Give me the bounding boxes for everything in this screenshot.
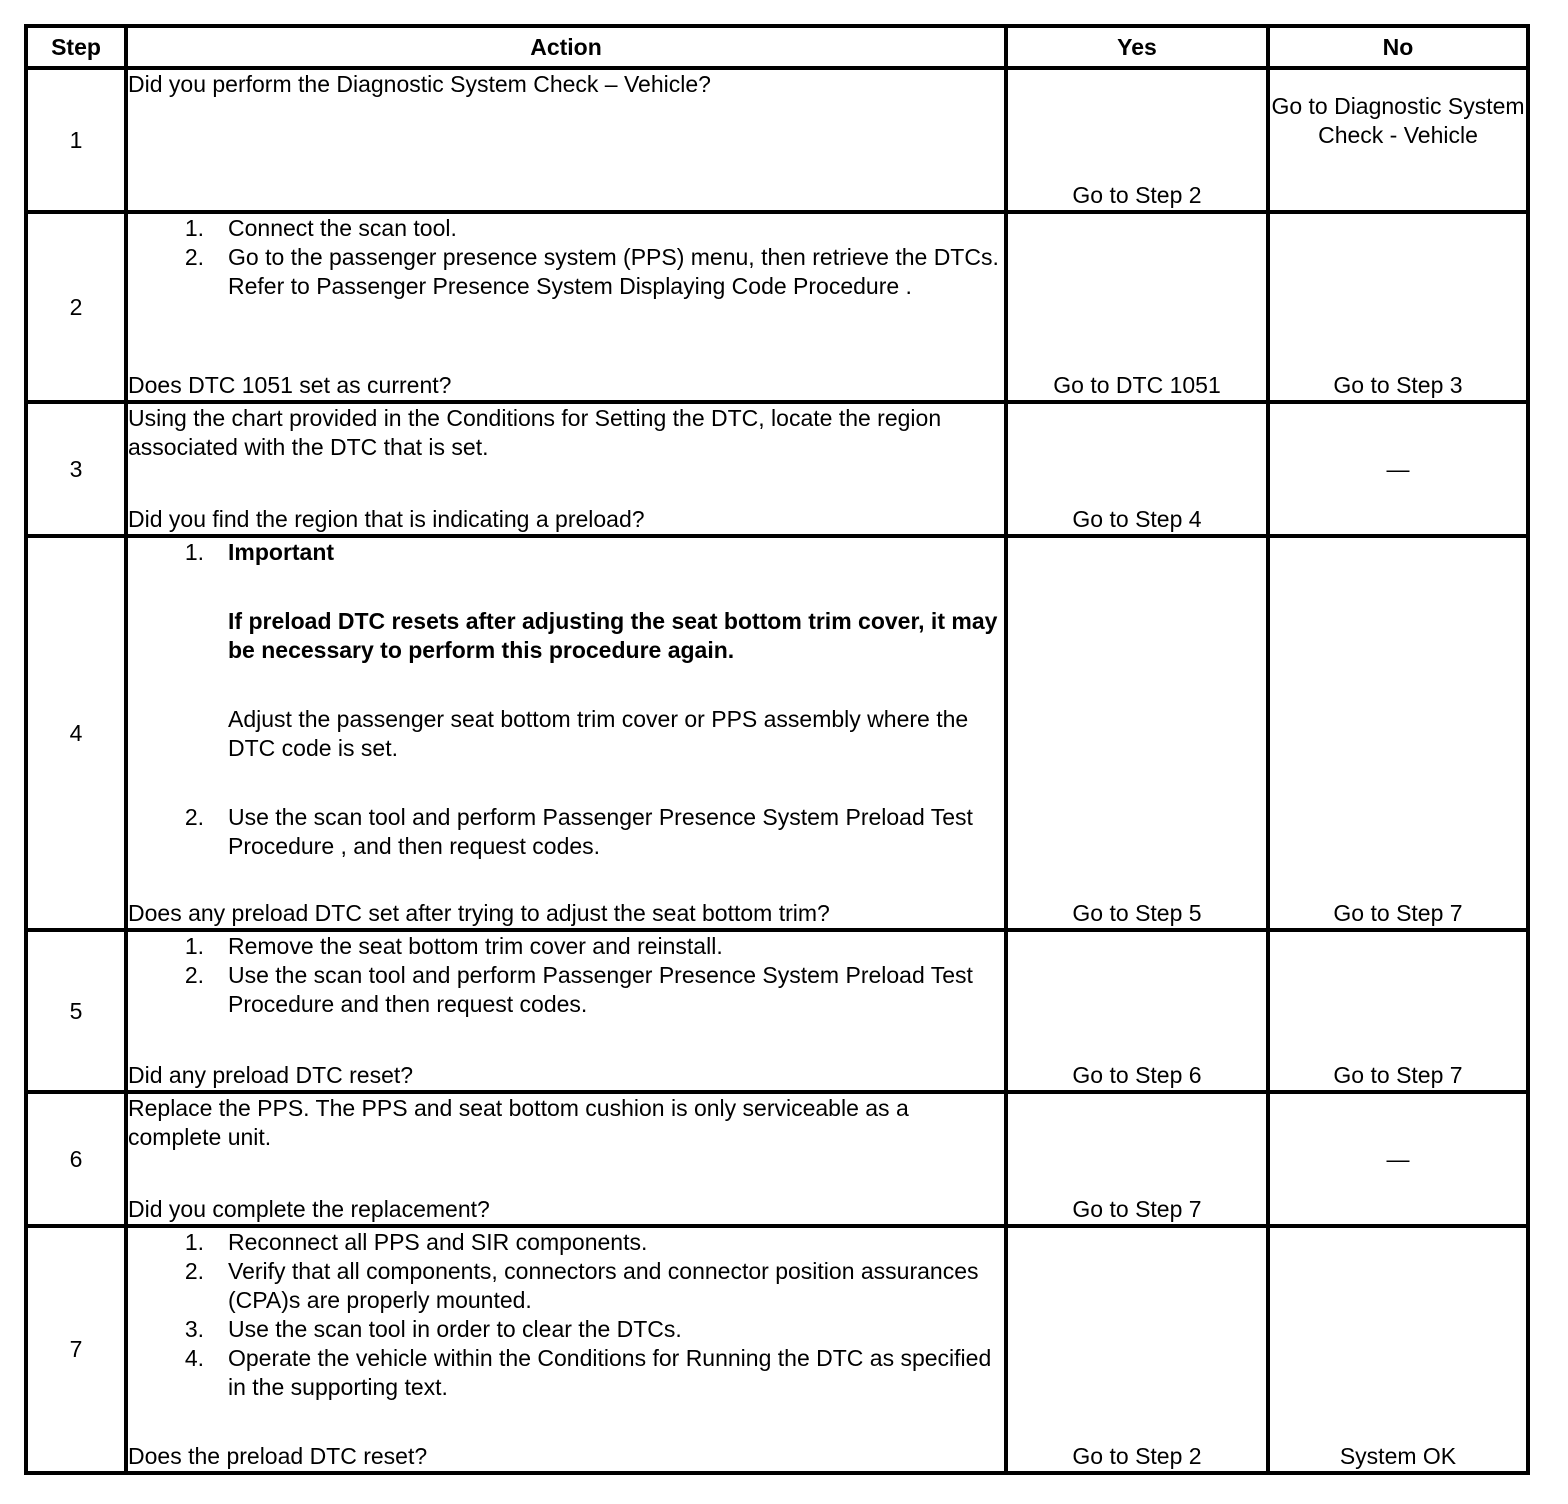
list-item-number: 1. bbox=[184, 933, 204, 959]
table-row bbox=[26, 536, 1528, 930]
list-item-text: Go to the passenger presence system (PPS) menu, then retrieve the DTCs. Refer to Passenger Presence System Displaying Code Procedure . bbox=[228, 244, 999, 299]
list-item bbox=[128, 932, 1004, 961]
action-text: Did you perform the Diagnostic System Check – Vehicle? bbox=[128, 71, 711, 97]
header-yes: Yes bbox=[1006, 26, 1268, 68]
action-question: Did you find the region that is indicating a preload? bbox=[128, 506, 645, 532]
action-steps-list bbox=[128, 214, 1004, 301]
list-item-text: Remove the seat bottom trim cover and reinstall. bbox=[228, 933, 723, 959]
list-item-text: Verify that all components, connectors and connector position assurances (CPA)s are properly mounted. bbox=[228, 1258, 979, 1313]
action-question: Did you complete the replacement? bbox=[128, 1196, 490, 1222]
list-item bbox=[128, 1344, 1004, 1402]
no-result: Go to Diagnostic System Check - Vehicle bbox=[1268, 68, 1528, 212]
list-item bbox=[128, 214, 1004, 243]
header-step: Step bbox=[26, 26, 126, 68]
list-item-number: 1. bbox=[184, 539, 204, 565]
header-row bbox=[26, 26, 1528, 68]
yes-result: Go to Step 2 bbox=[1006, 68, 1268, 212]
action-steps-list bbox=[128, 932, 1004, 1019]
list-item-text: Use the scan tool in order to clear the DTCs. bbox=[228, 1316, 682, 1342]
no-result: — bbox=[1268, 1092, 1528, 1226]
list-item bbox=[128, 1257, 1004, 1315]
table-row bbox=[26, 68, 1528, 212]
yes-result: Go to Step 5 bbox=[1006, 536, 1268, 930]
no-result: — bbox=[1268, 402, 1528, 536]
list-item-number: 3. bbox=[184, 1316, 204, 1342]
list-item-number: 2. bbox=[184, 804, 204, 830]
action-cell bbox=[126, 1092, 1006, 1226]
action-steps-list bbox=[128, 538, 1004, 861]
important-text: If preload DTC resets after adjusting the seat bottom trim cover, it may be necessary to perform this procedure again. bbox=[228, 608, 998, 663]
diagnostic-table bbox=[24, 24, 1530, 1475]
list-item-number: 4. bbox=[184, 1345, 204, 1371]
list-item-number: 2. bbox=[184, 1258, 204, 1284]
list-item bbox=[128, 538, 1004, 803]
list-item-number: 1. bbox=[184, 215, 204, 241]
list-item bbox=[128, 243, 1004, 301]
action-cell bbox=[126, 1226, 1006, 1473]
action-cell bbox=[126, 68, 1006, 212]
list-item-text: Use the scan tool and perform Passenger Presence System Preload Test Procedure , and then request codes. bbox=[228, 804, 973, 859]
header-no: No bbox=[1268, 26, 1528, 68]
action-cell bbox=[126, 536, 1006, 930]
action-question: Did any preload DTC reset? bbox=[128, 1062, 414, 1088]
header-action: Action bbox=[126, 26, 1006, 68]
step-number: 1 bbox=[26, 68, 126, 212]
list-item-body bbox=[228, 538, 1004, 803]
action-text: Using the chart provided in the Conditions for Setting the DTC, locate the region associated with the DTC that is set. bbox=[128, 405, 942, 460]
step-number: 5 bbox=[26, 930, 126, 1092]
table-row bbox=[26, 212, 1528, 402]
yes-result: Go to DTC 1051 bbox=[1006, 212, 1268, 402]
no-result: Go to Step 7 bbox=[1268, 930, 1528, 1092]
action-question: Does the preload DTC reset? bbox=[128, 1443, 428, 1469]
action-question: Does any preload DTC set after trying to adjust the seat bottom trim? bbox=[128, 900, 830, 926]
action-cell bbox=[126, 212, 1006, 402]
list-item-text: Adjust the passenger seat bottom trim cover or PPS assembly where the DTC code is set. bbox=[228, 706, 969, 761]
yes-result: Go to Step 7 bbox=[1006, 1092, 1268, 1226]
table-row bbox=[26, 1092, 1528, 1226]
list-item bbox=[128, 961, 1004, 1019]
step-number: 6 bbox=[26, 1092, 126, 1226]
yes-result: Go to Step 6 bbox=[1006, 930, 1268, 1092]
list-item-text: Operate the vehicle within the Conditions for Running the DTC as specified in the supporting text. bbox=[228, 1345, 992, 1400]
action-steps-list bbox=[128, 1228, 1004, 1402]
list-item-number: 1. bbox=[184, 1229, 204, 1255]
step-number: 2 bbox=[26, 212, 126, 402]
step-number: 7 bbox=[26, 1226, 126, 1473]
list-item-text: Connect the scan tool. bbox=[228, 215, 457, 241]
list-item-number: 2. bbox=[184, 962, 204, 988]
no-result: Go to Step 3 bbox=[1268, 212, 1528, 402]
action-cell bbox=[126, 402, 1006, 536]
list-item bbox=[128, 1315, 1004, 1344]
table-row bbox=[26, 402, 1528, 536]
action-cell bbox=[126, 930, 1006, 1092]
yes-result: Go to Step 4 bbox=[1006, 402, 1268, 536]
list-item bbox=[128, 803, 1004, 861]
step-number: 4 bbox=[26, 536, 126, 930]
list-item bbox=[128, 1228, 1004, 1257]
action-text: Replace the PPS. The PPS and seat bottom cushion is only serviceable as a complete unit. bbox=[128, 1095, 909, 1150]
yes-result: Go to Step 2 bbox=[1006, 1226, 1268, 1473]
table-row bbox=[26, 930, 1528, 1092]
important-label: Important bbox=[228, 539, 335, 565]
list-item-number: 2. bbox=[184, 244, 204, 270]
step-number: 3 bbox=[26, 402, 126, 536]
list-item-text: Reconnect all PPS and SIR components. bbox=[228, 1229, 648, 1255]
no-result: Go to Step 7 bbox=[1268, 536, 1528, 930]
no-result: System OK bbox=[1268, 1226, 1528, 1473]
table-row bbox=[26, 1226, 1528, 1473]
list-item-text: Use the scan tool and perform Passenger Presence System Preload Test Procedure and then request codes. bbox=[228, 962, 973, 1017]
action-question: Does DTC 1051 set as current? bbox=[128, 372, 452, 398]
